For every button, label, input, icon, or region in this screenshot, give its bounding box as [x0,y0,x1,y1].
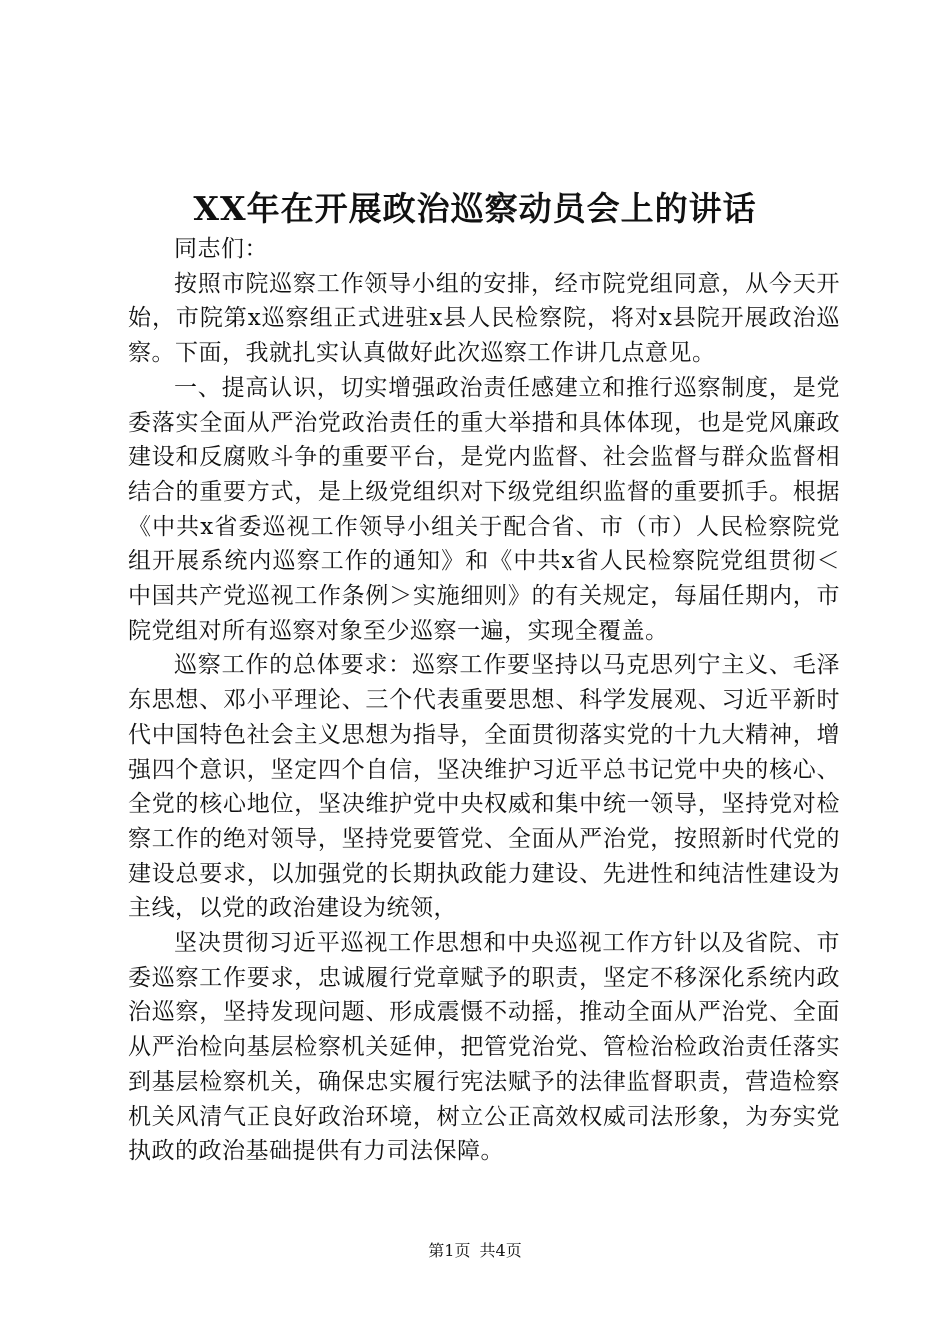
paragraph: 巡察工作的总体要求：巡察工作要坚持以马克思列宁主义、毛泽东思想、邓小平理论、三个代表重要思想、科学发展观、习近平新时代中国特色社会主义思想为指导，全面贯彻落实党的十九大精神，增强四个意识，坚定四个自信，坚决维护习近平总书记党中央的核心、全党的核心地位，坚决维护党中央权威和集中统一领导，坚持党对检察工作的绝对领导，坚持党要管党、全面从严治党，按照新时代党的建设总要求，以加强党的长期执政能力建设、先进性和纯洁性建设为主线，以党的政治建设为统领， [128,652,840,922]
page-total: 共4页 [479,1241,522,1260]
document-body [128,232,840,1169]
document-title: XX年在开展政治巡察动员会上的讲话 [193,189,757,228]
paragraph: 按照市院巡察工作领导小组的安排，经市院党组同意，从今天开始，市院第x巡察组正式进驻x县人民检察院，将对x县院开展政治巡察。下面，我就扎实认真做好此次巡察工作讲几点意见。 [128,270,840,367]
page-number: 第1页 [428,1241,471,1260]
paragraph: 坚决贯彻习近平巡视工作思想和中央巡视工作方针以及省院、市委巡察工作要求，忠诚履行党章赋予的职责，坚定不移深化系统内政治巡察，坚持发现问题、形成震慑不动摇，推动全面从严治党、全面从严治检向基层检察机关延伸，把管党治党、管检治检政治责任落实到基层检察机关，确保忠实履行宪法赋予的法律监督职责，营造检察机关风清气正良好政治环境，树立公正高效权威司法形象，为夯实党执政的政治基础提供有力司法保障。 [128,930,840,1165]
paragraph: 一、提高认识，切实增强政治责任感建立和推行巡察制度，是党委落实全面从严治党政治责任的重大举措和具体体现，也是党风廉政建设和反腐败斗争的重要平台，是党内监督、社会监督与群众监督相结合的重要方式，是上级党组织对下级党组织监督的重要抓手。根据《中共x省委巡视工作领导小组关于配合省、市（市）人民检察院党组开展系统内巡察工作的通知》和《中共x省人民检察院党组贯彻＜中国共产党巡视工作条例＞实施细则》的有关规定，每届任期内，市院党组对所有巡察对象至少巡察一遍，实现全覆盖。 [128,374,840,644]
salutation: 同志们： [174,236,268,262]
page-footer [0,1240,950,1262]
